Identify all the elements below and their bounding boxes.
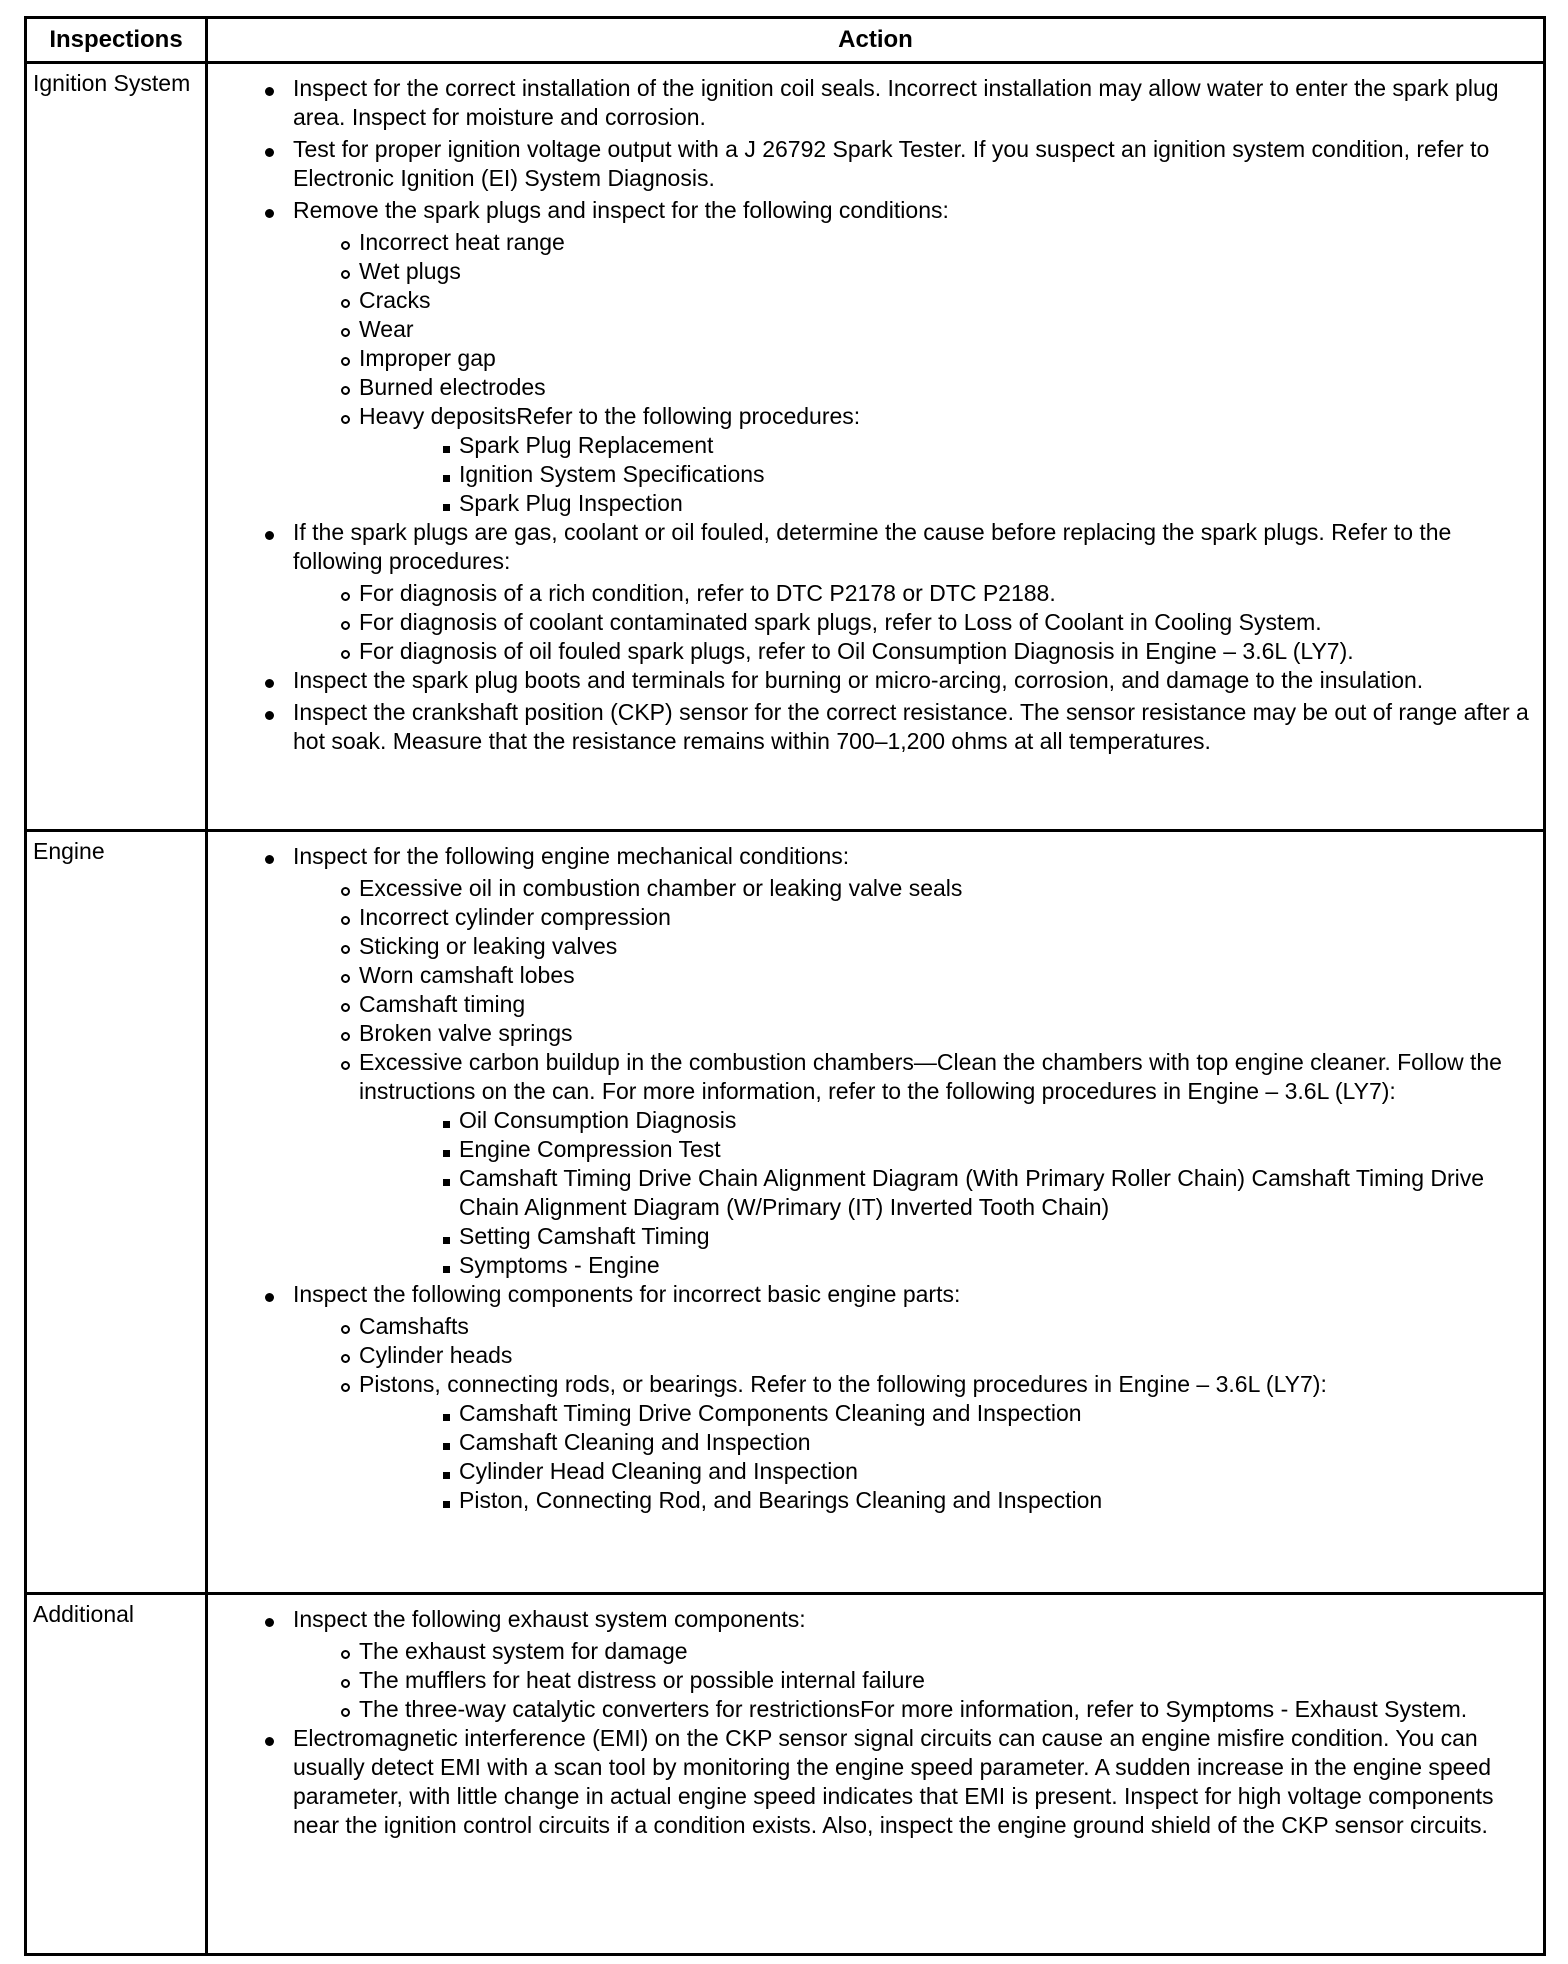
bullet-square-icon (443, 1457, 459, 1486)
sub-sub-item (393, 1135, 1539, 1164)
bullet-item (259, 1605, 1539, 1634)
item-text: Engine Compression Test (459, 1136, 721, 1162)
column-divider (205, 19, 208, 1953)
bullet-item (259, 74, 1539, 132)
item-text: For diagnosis of a rich condition, refer to DTC P2178 or DTC P2188. (359, 580, 1056, 606)
sub-item (293, 228, 1539, 257)
sub-item (293, 961, 1539, 990)
item-text: Incorrect heat range (359, 229, 565, 255)
sub-item (293, 1695, 1539, 1724)
item-text: Electromagnetic interference (EMI) on the CKP sensor signal circuits can cause an engine misfire condition. You can usually detect EMI with a scan tool by monitoring the engine speed parameter. A sudden increase in the engine speed parameter, with little change in actual engine speed indicates that EMI is present. Inspect for high voltage components near the ignition control circuits if a condition exists. Also, inspect the engine ground shield of the CKP sensor circuits. (293, 1725, 1494, 1838)
item-text: Excessive carbon buildup in the combustion chambers—Clean the chambers with top engine cleaner. Follow the instructions on the can. For more information, refer to the following procedures in Engine – 3.6L (LY7): (359, 1049, 1502, 1104)
bullet-square-icon (443, 460, 459, 489)
category-ignition-system: Ignition System (33, 70, 191, 96)
bullet-circle-icon (341, 1637, 361, 1666)
bullet-circle-icon (341, 903, 361, 932)
item-text: Burned electrodes (359, 374, 546, 400)
item-text: Inspect for the following engine mechanical conditions: (293, 843, 850, 869)
item-text: Cylinder Head Cleaning and Inspection (459, 1458, 858, 1484)
bullet-dot-icon (259, 135, 279, 164)
bullet-dot-icon (259, 842, 279, 871)
item-text: Camshafts (359, 1313, 469, 1339)
bullet-circle-icon (341, 373, 361, 402)
bullet-item (259, 135, 1539, 193)
bullet-dot-icon (259, 1724, 279, 1753)
bullet-square-icon (443, 1222, 459, 1251)
sub-item (293, 903, 1539, 932)
category-engine: Engine (33, 838, 105, 864)
item-text: Camshaft Cleaning and Inspection (459, 1429, 811, 1455)
bullet-circle-icon (341, 932, 361, 961)
bullet-item (259, 698, 1539, 756)
row-divider (27, 61, 1543, 64)
item-text: Setting Camshaft Timing (459, 1223, 710, 1249)
sub-item (293, 608, 1539, 637)
item-text: Camshaft Timing Drive Components Cleaning and Inspection (459, 1400, 1082, 1426)
item-text: Inspect for the correct installation of the ignition coil seals. Incorrect installation may allow water to enter the spark plug area. Inspect for moisture and corrosion. (293, 75, 1499, 130)
bullet-square-icon (443, 1164, 459, 1193)
sub-item (293, 874, 1539, 903)
bullet-circle-icon (341, 637, 361, 666)
item-text: Inspect the spark plug boots and terminals for burning or micro-arcing, corrosion, and damage to the insulation. (293, 667, 1424, 693)
item-text: The exhaust system for damage (359, 1638, 688, 1664)
bullet-circle-icon (341, 315, 361, 344)
sub-item (293, 579, 1539, 608)
item-text: Inspect the crankshaft position (CKP) sensor for the correct resistance. The sensor resistance may be out of range after a hot soak. Measure that the resistance remains within 700–1,200 ohms at all temperatures. (293, 699, 1529, 754)
bullet-dot-icon (259, 196, 279, 225)
item-text: Pistons, connecting rods, or bearings. Refer to the following procedures in Engine – 3.6L (LY7): (359, 1371, 1327, 1397)
item-text: Wear (359, 316, 414, 342)
sub-item (293, 402, 1539, 431)
item-text: Cracks (359, 287, 431, 313)
sub-item (293, 1341, 1539, 1370)
sub-sub-item (393, 1222, 1539, 1251)
item-text: Excessive oil in combustion chamber or leaking valve seals (359, 875, 963, 901)
bullet-circle-icon (341, 228, 361, 257)
item-text: Broken valve springs (359, 1020, 573, 1046)
sub-sub-item (393, 1428, 1539, 1457)
item-text: Inspect the following components for incorrect basic engine parts: (293, 1281, 961, 1307)
bullet-dot-icon (259, 518, 279, 547)
sub-item (293, 344, 1539, 373)
bullet-circle-icon (341, 961, 361, 990)
sub-sub-item (393, 489, 1539, 518)
bullet-item (259, 196, 1539, 225)
item-text: Spark Plug Inspection (459, 490, 683, 516)
bullet-circle-icon (341, 1341, 361, 1370)
bullet-square-icon (443, 489, 459, 518)
sub-item (293, 257, 1539, 286)
bullet-circle-icon (341, 1019, 361, 1048)
sub-item (293, 1637, 1539, 1666)
sub-item (293, 373, 1539, 402)
item-text: Worn camshaft lobes (359, 962, 575, 988)
item-text: Piston, Connecting Rod, and Bearings Cleaning and Inspection (459, 1487, 1103, 1513)
bullet-circle-icon (341, 1666, 361, 1695)
sub-sub-item (393, 1486, 1539, 1515)
row-divider (27, 1592, 1543, 1595)
bullet-dot-icon (259, 1280, 279, 1309)
sub-item (293, 1048, 1539, 1106)
inspection-table (24, 16, 1546, 1956)
bullet-dot-icon (259, 666, 279, 695)
bullet-circle-icon (341, 990, 361, 1019)
bullet-item (259, 1280, 1539, 1309)
bullet-item (259, 666, 1539, 695)
bullet-square-icon (443, 431, 459, 460)
bullet-circle-icon (341, 1312, 361, 1341)
sub-item (293, 1666, 1539, 1695)
sub-sub-item (393, 1399, 1539, 1428)
item-text: The three-way catalytic converters for restrictionsFor more information, refer to Symptoms - Exhaust System. (359, 1696, 1468, 1722)
sub-sub-item (393, 1251, 1539, 1280)
bullet-dot-icon (259, 74, 279, 103)
bullet-item (259, 518, 1539, 576)
action-additional (259, 1605, 1539, 1843)
item-text: For diagnosis of oil fouled spark plugs, refer to Oil Consumption Diagnosis in Engine – 3.6L (LY7). (359, 638, 1354, 664)
action-engine (259, 842, 1539, 1515)
bullet-circle-icon (341, 344, 361, 373)
item-text: Cylinder heads (359, 1342, 513, 1368)
bullet-circle-icon (341, 257, 361, 286)
action-ignition-system (259, 74, 1539, 759)
bullet-item (259, 842, 1539, 871)
item-text: Heavy depositsRefer to the following procedures: (359, 403, 861, 429)
bullet-circle-icon (341, 1370, 361, 1399)
bullet-circle-icon (341, 874, 361, 903)
item-text: For diagnosis of coolant contaminated spark plugs, refer to Loss of Coolant in Cooling System. (359, 609, 1322, 635)
sub-item (293, 1370, 1539, 1399)
sub-item (293, 1019, 1539, 1048)
sub-sub-item (393, 1106, 1539, 1135)
sub-sub-item (393, 460, 1539, 489)
sub-sub-item (393, 1164, 1539, 1222)
header-inspections: Inspections (49, 26, 183, 53)
item-text: Inspect the following exhaust system components: (293, 1606, 806, 1632)
sub-item (293, 286, 1539, 315)
item-text: Camshaft Timing Drive Chain Alignment Diagram (With Primary Roller Chain) Camshaft Timing Drive Chain Alignment Diagram (W/Primary (IT) Inverted Tooth Chain) (459, 1165, 1485, 1220)
bullet-circle-icon (341, 579, 361, 608)
item-text: The mufflers for heat distress or possible internal failure (359, 1667, 925, 1693)
sub-item (293, 990, 1539, 1019)
bullet-circle-icon (341, 402, 361, 431)
item-text: Oil Consumption Diagnosis (459, 1107, 737, 1133)
row-divider (27, 829, 1543, 832)
category-additional: Additional (33, 1601, 135, 1627)
sub-item (293, 637, 1539, 666)
bullet-circle-icon (341, 1048, 361, 1077)
bullet-square-icon (443, 1428, 459, 1457)
bullet-square-icon (443, 1135, 459, 1164)
sub-item (293, 315, 1539, 344)
item-text: Spark Plug Replacement (459, 432, 714, 458)
sub-sub-item (393, 431, 1539, 460)
bullet-item (259, 1724, 1539, 1840)
bullet-square-icon (443, 1251, 459, 1280)
sub-item (293, 932, 1539, 961)
item-text: Sticking or leaking valves (359, 933, 618, 959)
item-text: Incorrect cylinder compression (359, 904, 671, 930)
bullet-dot-icon (259, 1605, 279, 1634)
bullet-square-icon (443, 1106, 459, 1135)
bullet-dot-icon (259, 698, 279, 727)
sub-item (293, 1312, 1539, 1341)
item-text: Improper gap (359, 345, 496, 371)
item-text: If the spark plugs are gas, coolant or oil fouled, determine the cause before replacing the spark plugs. Refer to the following procedures: (293, 519, 1452, 574)
item-text: Remove the spark plugs and inspect for the following conditions: (293, 197, 949, 223)
bullet-square-icon (443, 1486, 459, 1515)
item-text: Symptoms - Engine (459, 1252, 660, 1278)
item-text: Test for proper ignition voltage output with a J 26792 Spark Tester. If you suspect an ignition system condition, refer to Electronic Ignition (EI) System Diagnosis. (293, 136, 1490, 191)
item-text: Wet plugs (359, 258, 461, 284)
item-text: Camshaft timing (359, 991, 526, 1017)
header-action: Action (838, 26, 913, 53)
bullet-circle-icon (341, 286, 361, 315)
bullet-circle-icon (341, 608, 361, 637)
bullet-circle-icon (341, 1695, 361, 1724)
item-text: Ignition System Specifications (459, 461, 765, 487)
bullet-square-icon (443, 1399, 459, 1428)
sub-sub-item (393, 1457, 1539, 1486)
